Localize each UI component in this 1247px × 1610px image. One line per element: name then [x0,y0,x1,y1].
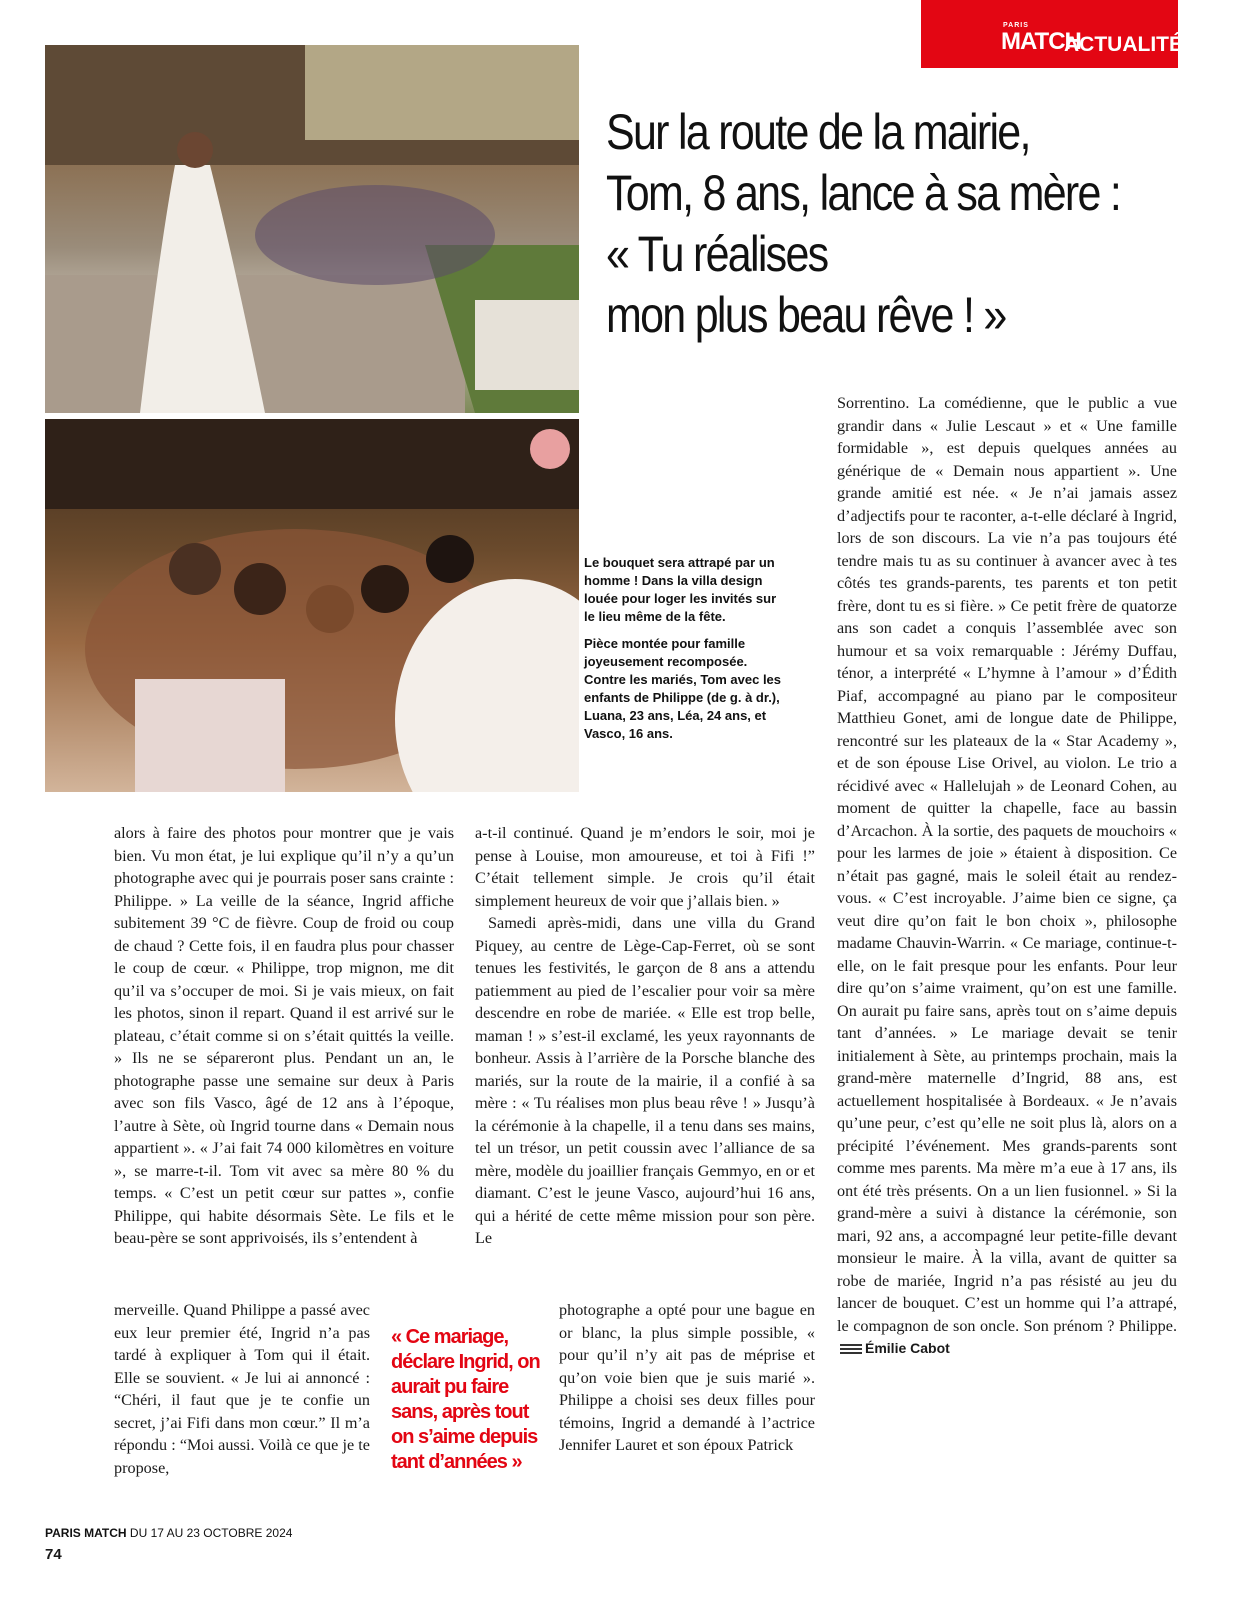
brand-small: PARIS [1003,22,1029,29]
article-column-3 [837,392,1177,1360]
caption-bottom-photo: Pièce montée pour famille joyeusement recomposée. Contre les mariés, Tom avec les enfants de Philippe (de g. à dr.), Luana, 23 ans, Léa, 24 ans, et Vasco, 16 ans. [584,636,782,741]
article-column-1-continued [114,1299,370,1479]
photo-captions [584,554,784,752]
page-number: 74 [45,1546,62,1563]
article-paragraph: Samedi après-midi, dans une villa du Grand Piquey, au centre de Lège-Cap-Ferret, où se sont tenues les festivités, le garçon de 8 ans a attendu patiemment au pied de l’escalier pour voir sa mère descendre en robe de mariée. « Elle est trop belle, maman ! » s’est-il exclamé, les yeux rayonnants de bonheur. Assis à l’arrière de la Porsche blanche des mariés, sur la route de la mairie, il a confié à sa mère : « Tu réalises mon plus beau rêve ! » Jusqu’à la cérémonie à la chapelle, il a tenu dans ses mains, tel un trésor, un petit coussin avec l’alliance de sa mère, modèle du joaillier français Gemmyo, en or et diamant. C’est le jeune Vasco, aujourd’hui 16 ans, qui a hérité de cette même mission pour son père. Le [475,914,815,1247]
pull-quote: « Ce mariage, déclare Ingrid, on aurait pu faire sans, après tout on s’aime depuis tant d’années » [391,1326,540,1473]
photo-bottom-illustration [45,419,579,792]
footer-issue [45,1526,292,1540]
footer-brand: PARIS MATCH [45,1526,127,1540]
headline [606,102,1122,346]
wedding-cake-selfie-photo [45,419,579,792]
article-column-2 [475,822,815,1250]
author-byline: Émilie Cabot [865,1340,950,1356]
headline-line: « Tu réalises [606,226,828,282]
photo-top-illustration [45,45,579,413]
byline-rule-icon [840,1344,862,1354]
article-column-2-continued [559,1299,815,1457]
article-paragraph [837,392,1177,1360]
article-column-1 [114,822,454,1250]
section-header [921,0,1183,68]
article-paragraph: alors à faire des photos pour montrer que je vais bien. Vu mon état, je lui explique qu’il n’y a qu’un photographe avec qui je pourrais poser sans crainte : Philippe. » La veille de la séance, Ingrid affiche subitement 39 °C de fièvre. Coup de froid ou coup de chaud ? Cette fois, il en faudra plus pour chasser le coup de cœur. « Philippe, trop mignon, me dit qu’il va s’occuper de moi. Si je vais mieux, on fait les photos, sinon il repart. Quand il est arrivé sur le plateau, c’était comme si on s’était quittés la veille. » Ils ne se sépareront plus. Pendant un an, le photographe passe une semaine sur deux à Paris avec son fils Vasco, âgé de 12 ans à l’époque, l’autre à Sète, où Ingrid tourne dans « Demain nous appartient ». « J’ai fait 74 000 kilomètres en voiture », se marre-t-il. Tom vit avec sa mère 80 % du temps. « C’est un petit cœur sur pattes », confie Philippe, qui habite désormais Sète. Le fils et le beau-père se sont apprivoisés, ils s’entendent à [114,824,454,1247]
article-text: Sorrentino. La comédienne, que le public a vue grandir dans « Julie Lescaut » et « Une famille formidable », est depuis quelques années au générique de « Demain nous appartient ». Une grande amitié est née. « Je n’ai jamais assez d’adjectifs pour te raconter, a-t-elle déclaré à Ingrid, lors de son discours. La vie n’a pas toujours été tendre mais tu as su continuer à avancer avec à tes côtés tes grands-parents, tes parents et ton petit frère, dont tu es si fière. » Ce petit frère de quatorze ans son cadet a conquis l’assemblée avec son humour et sa voix remarquable : Jérémy Duffau, ténor, a interprété « L’hymne à l’amour » d’Édith Piaf, accompagné au piano par le compositeur Matthieu Gonet, ami de longue date de Philippe, rencontré sur les plateaux de la « Star Academy », et de son épouse Lise Orivel, au violon. Le trio a récidivé avec « Hallelujah » de Leonard Cohen, au moment de quitter la chapelle, face au bassin d’Arcachon. À la sortie, des paquets de mouchoirs « pour les larmes de joie » étaient à disposition. Ce n’était pas gagné, mais le soleil était au rendez-vous. « C’est incroyable. J’aime bien ce signe, ça veut dire qu’on fait le bon choix », philosophe madame Chauvin-Warrin. « Ce mariage, continue-t-elle, on le fait presque pour les enfants. Pour leur dire qu’on s’aime vraiment, qu’on est une famille. On aurait pu faire sans, après tout on s’aime depuis tant d’années. » Le mariage devait se tenir initialement à Sète, au printemps prochain, mais la grand-mère maternelle d’Ingrid, 88 ans, est actuellement hospitalisée à Bordeaux. « Je n’avais qu’une peur, c’est qu’elle ne soit plus là, alors on a précipité l’événement. Mes grands-parents sont comme mes parents. Ma mère m’a eue à 17 ans, ils ont été très présents. On a un lien fusionnel. » Si la grand-mère a suivi à distance la cérémonie, son mari, 92 ans, a accompagné leur petite-fille devant monsieur le maire. À la villa, avant de quitter sa robe de mariée, Ingrid n’a pas résisté au jeu du lancer de bouquet. C’est un homme qui l’a attrapé, le compagnon de son oncle. Son prénom ? Philippe. [837,394,1177,1335]
footer-dates: DU 17 AU 23 OCTOBRE 2024 [129,1526,293,1540]
article-paragraph: merveille. Quand Philippe a passé avec eux leur premier été, Ingrid n’a pas tardé à expliquer à Tom qui il était. Elle se souvient. « Je lui ai annoncé : “Chéri, il faut que je te confie un secret, j’ai Fifi dans mon cœur.” Il m’a répondu : “Moi aussi. Voilà ce que je te propose, [114,1301,370,1477]
headline-line: mon plus beau rêve ! » [606,287,1006,343]
wedding-bouquet-photo [45,45,579,413]
brand-logo: MATCH [1001,28,1081,55]
headline-line: Tom, 8 ans, lance à sa mère : [606,165,1121,221]
headline-line: Sur la route de la mairie, [606,104,1030,160]
section-label: ACTUALITÉ [1064,33,1183,56]
article-paragraph: photographe a opté pour une bague en or blanc, la plus simple possible, « pour qu’il n’y ait pas de méprise et qu’on voie bien que je suis marié ». Philippe a choisi ses deux filles pour témoins, Ingrid a demandé à l’actrice Jennifer Lauret et son époux Patrick [559,1301,815,1454]
caption-top-photo: Le bouquet sera attrapé par un homme ! Dans la villa design louée pour loger les invités sur le lieu même de la fête. [584,555,777,624]
article-paragraph: a-t-il continué. Quand je m’endors le soir, moi je pense à Louise, mon amoureuse, et toi à Fifi !” C’était tellement simple. Je crois qu’il était simplement heureux de voir que j’allais bien. » [475,824,815,910]
